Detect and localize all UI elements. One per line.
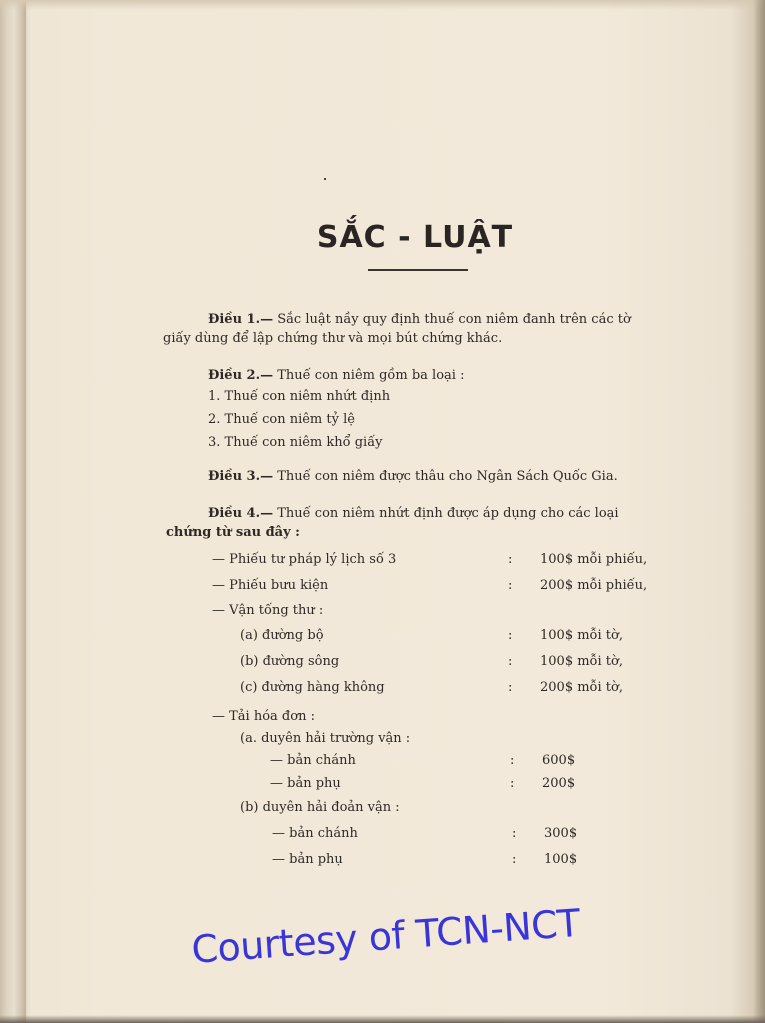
article-3-line: [208, 469, 618, 485]
schedule-row-4b2-colon: :: [512, 852, 517, 867]
article-4-line-1: [208, 506, 619, 522]
schedule-row-3a-label: (a) đường bộ: [240, 628, 324, 643]
article-4-label: Điều 4.—: [208, 506, 274, 521]
schedule-row-3b-label: (b) đường sông: [240, 654, 340, 669]
schedule-row-4b2-label: — bản phụ: [272, 852, 343, 867]
schedule-row-4b1-value: 300$: [544, 826, 578, 841]
article-4-line-2: chứng từ sau đây :: [166, 525, 300, 540]
article-1-line-1: [208, 312, 631, 328]
page-title: SẮC - LUẬT: [316, 220, 514, 255]
schedule-row-4a2-value: 200$: [542, 776, 576, 791]
article-3-text: Thuế con niêm được thâu cho Ngân Sách Quốc Gia.: [277, 469, 618, 484]
schedule-row-3c-value: 200$ mỗi tờ,: [540, 680, 623, 695]
schedule-row-1-colon: :: [508, 552, 513, 567]
article-2-item-3: 3. Thuế con niêm khổ giấy: [208, 435, 383, 450]
schedule-row-3b-value: 100$ mỗi tờ,: [540, 654, 623, 669]
article-1-text-1: Sắc luật nầy quy định thuế con niêm đanh trên các tờ: [277, 312, 631, 327]
schedule-row-3a-value: 100$ mỗi tờ,: [540, 628, 623, 643]
schedule-row-4a-label: (a. duyên hải trường vận :: [240, 731, 411, 746]
schedule-row-4b2-value: 100$: [544, 852, 578, 867]
title-underline: [368, 269, 468, 271]
schedule-row-4b1-label: — bản chánh: [272, 826, 358, 841]
schedule-row-1-value: 100$ mỗi phiếu,: [540, 552, 648, 567]
ink-speck: [324, 178, 326, 180]
article-2-text: Thuế con niêm gồm ba loại :: [277, 368, 465, 383]
schedule-row-4b-label: (b) duyên hải đoản vận :: [240, 800, 400, 815]
schedule-row-4a2-label: — bản phụ: [270, 776, 341, 791]
schedule-row-3c-colon: :: [508, 680, 513, 695]
article-2-label: Điều 2.—: [208, 368, 274, 383]
schedule-row-3b-colon: :: [508, 654, 513, 669]
schedule-row-4-label: — Tải hóa đơn :: [212, 709, 315, 724]
schedule-row-3a-colon: :: [508, 628, 513, 643]
schedule-row-3c-label: (c) đường hàng không: [240, 680, 385, 695]
schedule-row-2-label: — Phiếu bưu kiện: [212, 578, 329, 593]
article-1-line-2: giấy dùng để lập chứng thư và mọi bút chứng khác.: [163, 331, 503, 346]
schedule-row-4a1-colon: :: [510, 753, 515, 768]
schedule-row-4a1-value: 600$: [542, 753, 576, 768]
schedule-row-4a2-colon: :: [510, 776, 515, 791]
schedule-row-3-label: — Vận tống thư :: [212, 603, 324, 618]
schedule-row-2-value: 200$ mỗi phiếu,: [540, 578, 648, 593]
article-4-text-1: Thuế con niêm nhứt định được áp dụng cho các loại: [277, 506, 619, 521]
schedule-row-1-label: — Phiếu tư pháp lý lịch số 3: [212, 552, 397, 567]
article-1-label: Điều 1.—: [208, 312, 274, 327]
schedule-row-2-colon: :: [508, 578, 513, 593]
article-2-item-1: 1. Thuế con niêm nhứt định: [208, 389, 391, 404]
article-2-line: [208, 368, 464, 384]
article-3-label: Điều 3.—: [208, 469, 274, 484]
article-2-item-2: 2. Thuế con niêm tỷ lệ: [208, 412, 355, 427]
courtesy-watermark: Courtesy of TCN-NCT: [190, 900, 582, 972]
schedule-row-4b1-colon: :: [512, 826, 517, 841]
schedule-row-4a1-label: — bản chánh: [270, 753, 356, 768]
